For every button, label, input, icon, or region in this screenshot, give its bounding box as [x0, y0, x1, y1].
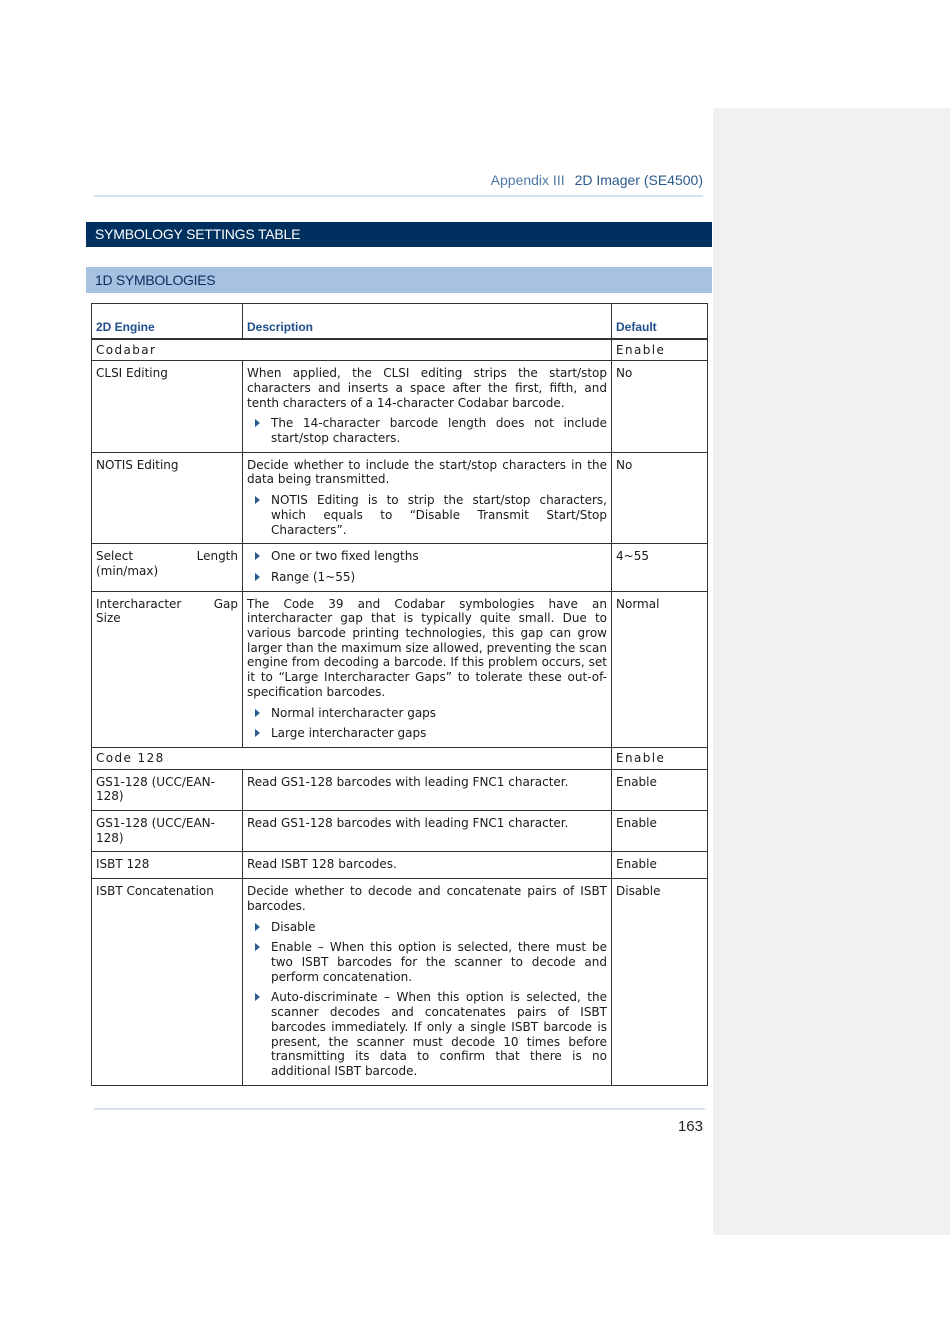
- arrow-bullet-icon: [255, 419, 260, 427]
- table-row: [92, 544, 708, 591]
- setting-default: Enable: [612, 811, 708, 852]
- chapter-title: 2D Imager (SE4500): [574, 172, 703, 188]
- bullet-text: Normal intercharacter gaps: [271, 705, 437, 720]
- subsection-title: 1D SYMBOLOGIES: [86, 267, 712, 293]
- arrow-bullet-icon: [255, 496, 260, 504]
- setting-name-line: Size: [96, 611, 121, 626]
- setting-name: ISBT 128: [92, 852, 243, 879]
- bullet-item: [247, 706, 607, 721]
- arrow-bullet-icon: [255, 943, 260, 951]
- header-divider: [94, 195, 703, 197]
- setting-description: [243, 452, 612, 544]
- bullet-item: [247, 940, 607, 984]
- setting-name: NOTIS Editing: [92, 452, 243, 544]
- bullet-item: [247, 726, 607, 741]
- setting-name: GS1-128 (UCC/EAN-128): [92, 811, 243, 852]
- bullet-text: The 14-character barcode length does not include start/stop characters.: [271, 416, 607, 446]
- table-row: [92, 769, 708, 810]
- description-text: Decide whether to include the start/stop characters in the data being transmitted.: [247, 457, 607, 487]
- running-header: [94, 172, 703, 188]
- setting-name-line: (min/max): [96, 563, 159, 578]
- header-default: Default: [612, 304, 708, 339]
- description-text: Decide whether to decode and concatenate pairs of ISBT barcodes.: [247, 884, 607, 913]
- table-row: [92, 879, 708, 1085]
- bullet-item: [247, 416, 607, 445]
- setting-default: Enable: [612, 769, 708, 810]
- table-row: [92, 811, 708, 852]
- group-default: Enable: [612, 747, 708, 769]
- setting-default: Normal: [612, 591, 708, 747]
- bullet-text: Enable – When this option is selected, there must be two ISBT barcodes for the scanner to decode and perform concatenation.: [271, 940, 607, 984]
- table-header-row: [92, 304, 708, 339]
- group-code128: Code 128: [92, 747, 612, 769]
- bullet-item: [247, 920, 607, 935]
- table-row: [92, 339, 708, 361]
- group-default: Enable: [612, 339, 708, 361]
- header-description: Description: [243, 304, 612, 339]
- bullet-item: [247, 549, 607, 564]
- table-row: [92, 852, 708, 879]
- arrow-bullet-icon: [255, 923, 260, 931]
- bullet-text: Large intercharacter gaps: [271, 726, 427, 741]
- bullet-item: [247, 493, 607, 537]
- setting-name: GS1-128 (UCC/EAN-128): [92, 769, 243, 810]
- setting-name: [92, 591, 243, 747]
- group-codabar: Codabar: [92, 339, 612, 361]
- bullet-item: [247, 990, 607, 1078]
- description-text: When applied, the CLSI editing strips the start/stop characters and inserts a space after the first, fifth, and tenth characters of a 14-character Codabar barcode.: [247, 366, 607, 410]
- setting-name-line: Intercharacter Gap: [96, 596, 238, 611]
- symbology-table: [91, 303, 708, 1086]
- setting-description: [243, 361, 612, 453]
- setting-description: [243, 879, 612, 1085]
- setting-name: [92, 544, 243, 591]
- bullet-text: Disable: [271, 919, 316, 934]
- setting-default: No: [612, 361, 708, 453]
- bullet-text: Range (1~55): [271, 569, 356, 584]
- arrow-bullet-icon: [255, 573, 260, 581]
- setting-default: Disable: [612, 879, 708, 1085]
- table-row: [92, 747, 708, 769]
- arrow-bullet-icon: [255, 729, 260, 737]
- setting-description: [243, 591, 612, 747]
- arrow-bullet-icon: [255, 552, 260, 560]
- setting-default: No: [612, 452, 708, 544]
- setting-name: CLSI Editing: [92, 361, 243, 453]
- table-row: [92, 591, 708, 747]
- bullet-text: NOTIS Editing is to strip the start/stop characters, which equals to “Disable Transmit Start/Stop Characters”.: [271, 493, 607, 537]
- setting-default: 4~55: [612, 544, 708, 591]
- setting-description: Read ISBT 128 barcodes.: [243, 852, 612, 879]
- section-title: SYMBOLOGY SETTINGS TABLE: [86, 222, 712, 247]
- header-engine: 2D Engine: [92, 304, 243, 339]
- bullet-text: One or two fixed lengths: [271, 549, 419, 564]
- arrow-bullet-icon: [255, 709, 260, 717]
- footer-divider: [94, 1108, 705, 1110]
- description-text: The Code 39 and Codabar symbologies have an intercharacter gap that is typically quite small. Due to various barcode printing technologies, this gap can grow larger than the maximum size allowed, preventing the scan engine from decoding a barcode. If this problem occurs, set it to “Large Intercharacter Gaps” to tolerate these out-of-specification barcodes.: [247, 596, 607, 699]
- arrow-bullet-icon: [255, 993, 260, 1001]
- setting-name-line: Select Length: [96, 549, 238, 564]
- setting-name: ISBT Concatenation: [92, 879, 243, 1085]
- table-row: [92, 361, 708, 453]
- bullet-item: [247, 570, 607, 585]
- setting-default: Enable: [612, 852, 708, 879]
- setting-description: [243, 544, 612, 591]
- appendix-label: Appendix III: [490, 172, 565, 188]
- bullet-text: Auto-discriminate – When this option is selected, the scanner decodes and concatenates pairs of ISBT barcodes immediately. If only a single ISBT barcode is present, the scanner must decode 10 times before transmitting its data to confirm that there is no additional ISBT barcode.: [271, 990, 607, 1078]
- page-number: 163: [677, 1118, 703, 1135]
- comment-pane: [713, 108, 950, 1235]
- setting-description: Read GS1-128 barcodes with leading FNC1 character.: [243, 811, 612, 852]
- setting-description: Read GS1-128 barcodes with leading FNC1 character.: [243, 769, 612, 810]
- table-row: [92, 452, 708, 544]
